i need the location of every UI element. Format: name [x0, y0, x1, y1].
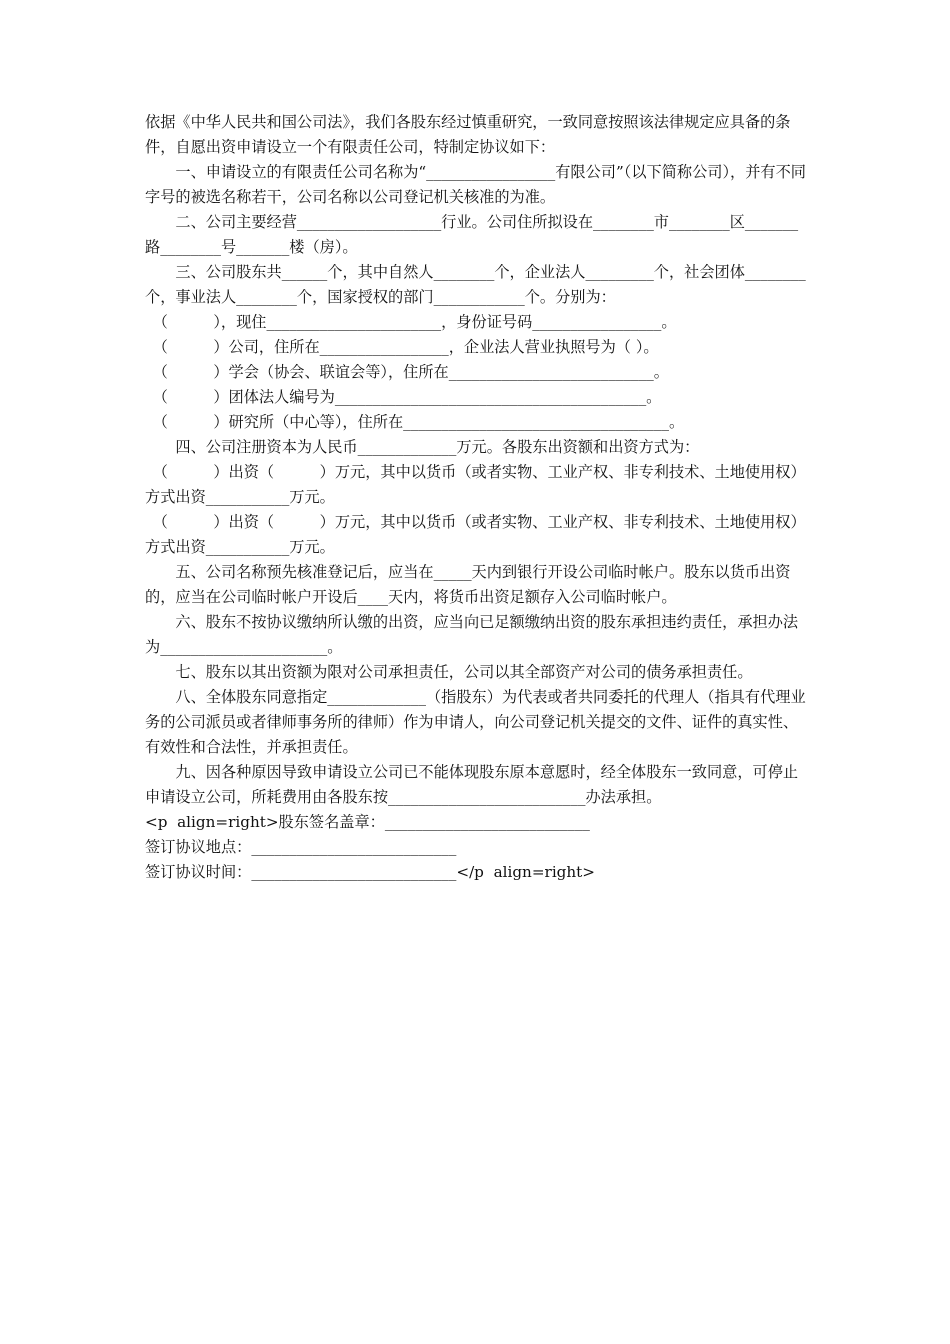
clause-3-item-2: （ ）公司，住所在_________________，企业法人营业执照号为（ ）。	[145, 338, 659, 356]
clause-2: 二、公司主要经营___________________行业。公司住所拟设在________市________区_______路________号_______楼（房）。	[145, 213, 799, 256]
clause-4-item-1: （ ）出资（ ）万元，其中以货币（或者实物、工业产权、非专利技术、土地使用权）方式出资___________万元。	[145, 463, 806, 506]
clause-5: 五、公司名称预先核准登记后，应当在_____天内到银行开设公司临时帐户。股东以货币出资的，应当在公司临时帐户开设后____天内，将货币出资足额存入公司临时帐户。	[145, 563, 791, 606]
clause-3-item-3: （ ）学会（协会、联谊会等），住所在___________________________。	[145, 363, 669, 381]
clause-6: 六、股东不按协议缴纳所认缴的出资，应当向已足额缴纳出资的股东承担违约责任，承担办法为______________________。	[145, 613, 799, 656]
clause-4-item-2: （ ）出资（ ）万元，其中以货币（或者实物、工业产权、非专利技术、土地使用权）方式出资___________万元。	[145, 513, 806, 556]
clause-4: 四、公司注册资本为人民币_____________万元。各股东出资额和出资方式为：	[145, 438, 700, 456]
agreement-document	[145, 110, 810, 885]
signing-time-line: 签订协议时间：___________________________</p align=right>	[145, 863, 596, 881]
signing-place-line: 签订协议地点：___________________________	[145, 838, 457, 856]
signature-line: <p align=right>股东签名盖章：___________________________	[145, 813, 590, 831]
clause-7: 七、股东以其出资额为限对公司承担责任，公司以其全部资产对公司的债务承担责任。	[145, 663, 753, 681]
clause-8: 八、全体股东同意指定_____________（指股东）为代表或者共同委托的代理人（指具有代理业务的公司派员或者律师事务所的律师）作为申请人，向公司登记机关提交的文件、证件的真实性、有效性和合法性，并承担责任。	[145, 688, 806, 756]
clause-3-item-5: （ ）研究所（中心等），住所在___________________________________。	[145, 413, 685, 431]
clause-9: 九、因各种原因导致申请设立公司已不能体现股东原本意愿时，经全体股东一致同意，可停止申请设立公司，所耗费用由各股东按__________________________办法承担。	[145, 763, 799, 806]
intro-paragraph: 依据《中华人民共和国公司法》，我们各股东经过慎重研究，一致同意按照该法律规定应具备的条件，自愿出资申请设立一个有限责任公司，特制定协议如下：	[145, 113, 791, 156]
clause-3-item-4: （ ）团体法人编号为_________________________________________。	[145, 388, 662, 406]
clause-3: 三、公司股东共______个，其中自然人________个，企业法人_________个，社会团体________个，事业法人________个，国家授权的部门____________个。分别为：	[145, 263, 806, 306]
clause-3-item-1: （ ），现住_______________________，身份证号码_________________。	[145, 313, 677, 331]
clause-1: 一、申请设立的有限责任公司名称为“_________________有限公司”（以下简称公司），并有不同字号的被选名称若干，公司名称以公司登记机关核准的为准。	[145, 163, 806, 206]
